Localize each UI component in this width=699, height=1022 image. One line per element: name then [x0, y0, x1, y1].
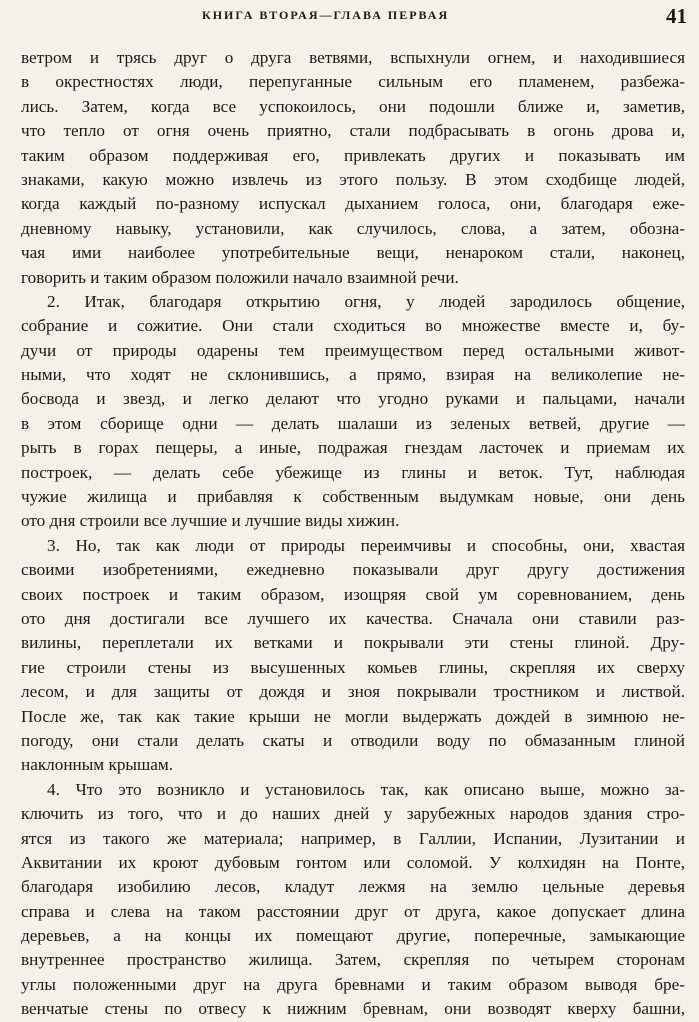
text-line: чая ими наиболее употребительные вещи, ненароком стали, наконец,	[21, 243, 685, 263]
text-line: вилины, переплетали их ветками и покрывали эти стены глиной. Дру-	[21, 633, 685, 653]
text-line: 2. Итак, благодаря открытию огня, у людей зародилось общение,	[47, 291, 685, 311]
text-line: лись. Затем, когда все успокоилось, они подошли ближе и, заметив,	[21, 96, 685, 116]
page-header	[0, 4, 699, 28]
paragraph	[21, 290, 685, 534]
paragraph	[21, 534, 685, 778]
page-number: 41	[666, 4, 687, 28]
text-line: в этом сборище одни — делать шалаши из зеленых ветвей, другие —	[21, 413, 685, 433]
text-line: деревьев, а на концы их помещают другие, поперечные, замыкающие	[21, 926, 685, 946]
text-line: таким образом поддерживая его, привлекать других и показывать им	[21, 145, 685, 165]
text-line: когда каждый по-разному испускал дыханием голоса, они, благодаря еже-	[21, 194, 685, 214]
text-line: босвода и звезд, и легко делают что угодно руками и пальцами, начали	[21, 389, 685, 409]
text-line: 3. Но, так как люди от природы переимчивы и способны, они, хвастая	[47, 535, 685, 555]
paragraph	[21, 46, 685, 290]
text-line: 4. Что это возникло и установилось так, как описано выше, можно за-	[47, 779, 685, 799]
text-line: ото дня строили все лучшие и лучшие виды хижин.	[21, 511, 400, 531]
text-line: что тепло от огня очень приятно, стали подбрасывать в огонь дрова и,	[21, 121, 685, 141]
text-line: своими изобретениями, ежедневно показывали друг другу достижения	[21, 560, 685, 580]
text-line: благодаря изобилию лесов, кладут лежмя на землю цельные деревья	[21, 877, 685, 897]
running-head: КНИГА ВТОРАЯ—ГЛАВА ПЕРВАЯ	[202, 8, 450, 22]
text-line: лесом, и для защиты от дождя и зноя покрывали тростником и листвой.	[21, 682, 685, 702]
text-line: чужие жилища и прибавляя к собственным выдумкам новые, они день	[21, 487, 685, 507]
text-line: ными, что ходят не склонившись, а прямо, взирая на великолепие не-	[21, 365, 685, 385]
text-line: дучи от природы одарены тем преимуществом перед остальными живот-	[21, 340, 685, 360]
text-line: После же, так как такие крыши не могли выдержать дождей в зимнюю не-	[21, 706, 685, 726]
text-line: построек, — делать себе убежище из глины и веток. Тут, наблюдая	[21, 462, 685, 482]
text-line: ятся из такого же материала; например, в Галлии, Испании, Лузитании и	[21, 828, 685, 848]
text-line: ключить из того, что и до наших дней у зарубежных народов здания стро-	[21, 804, 685, 824]
text-line: дневному навыку, установили, как случилось, слова, а затем, обозна-	[21, 218, 685, 238]
text-line: Аквитании их кроют дубовым гонтом или соломой. У колхидян на Понте,	[21, 852, 685, 872]
text-line: в окрестностях люди, перепуганные сильным его пламенем, разбежа-	[21, 72, 685, 92]
text-line: своих построек и таким образом, изощряя свой ум соревнованием, день	[21, 584, 685, 604]
paragraph	[21, 778, 685, 1022]
text-line: углы положенными друг на друга бревнами и таким образом выводя бре-	[21, 974, 685, 994]
text-line: ото дня достигали все лучшего их качества. Сначала они ставили раз-	[21, 608, 685, 628]
text-line: гие строили стены из высушенных комьев глины, скрепляя их сверху	[21, 657, 685, 677]
text-line: собрание и сожитие. Они стали сходиться во множестве вместе и, бу-	[21, 316, 685, 336]
text-line: наклонным крышам.	[21, 755, 173, 775]
text-line: внутреннее пространство жилища. Затем, скрепляя по четырем сторонам	[21, 950, 685, 970]
text-line: ветром и трясь друг о друга ветвями, вспыхнули огнем, и находившиеся	[21, 48, 685, 67]
text-line: справа и слева на таком расстоянии друг от друга, какое допускает длина	[21, 901, 685, 921]
text-line: знаками, какую можно извлечь из этого пользу. В этом сходбище людей,	[21, 169, 685, 189]
text-line: рыть в горах пещеры, а иные, подражая гнездам ласточек и приемам их	[21, 438, 685, 458]
text-line: венчатые стены по отвесу к нижним бревнам, они возводят кверху башни,	[21, 999, 685, 1019]
body-text	[21, 46, 685, 1022]
text-line: говорить и таким образом положили начало взаимной речи.	[21, 267, 459, 287]
text-line: погоду, они стали делать скаты и отводили воду по обмазанным глиной	[21, 730, 685, 750]
